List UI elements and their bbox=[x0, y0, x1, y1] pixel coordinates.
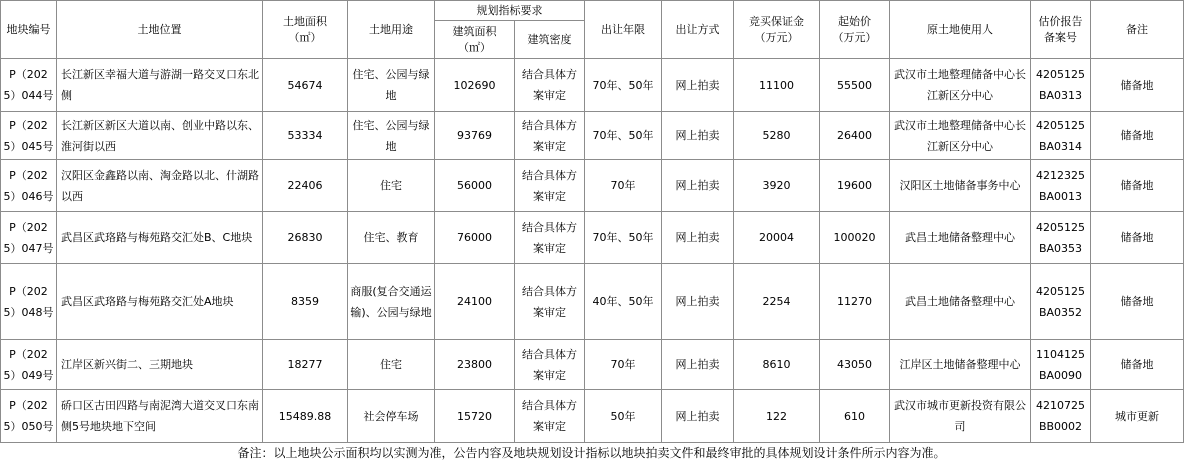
cell-method: 网上拍卖 bbox=[662, 340, 734, 390]
cell-owner: 武昌土地储备整理中心 bbox=[890, 264, 1031, 340]
cell-owner: 武汉市土地整理储备中心长江新区分中心 bbox=[890, 112, 1031, 160]
cell-use: 住宅 bbox=[348, 160, 435, 212]
cell-id: P（2025）050号 bbox=[1, 390, 57, 443]
cell-method: 网上拍卖 bbox=[662, 212, 734, 264]
cell-area: 53334 bbox=[263, 112, 348, 160]
cell-term: 70年 bbox=[585, 340, 662, 390]
cell-term: 70年、50年 bbox=[585, 112, 662, 160]
cell-report: 1104125BA0090 bbox=[1031, 340, 1091, 390]
cell-id: P（2025）049号 bbox=[1, 340, 57, 390]
cell-term: 70年、50年 bbox=[585, 59, 662, 112]
cell-area: 54674 bbox=[263, 59, 348, 112]
cell-start-price: 11270 bbox=[820, 264, 890, 340]
cell-build-area: 102690 bbox=[435, 59, 515, 112]
header-location: 土地位置 bbox=[57, 1, 263, 59]
cell-id: P（2025）045号 bbox=[1, 112, 57, 160]
cell-method: 网上拍卖 bbox=[662, 264, 734, 340]
header-report: 估价报告 备案号 bbox=[1031, 1, 1091, 59]
cell-use: 住宅、教育 bbox=[348, 212, 435, 264]
cell-density: 结合具体方案审定 bbox=[515, 340, 585, 390]
cell-density: 结合具体方案审定 bbox=[515, 160, 585, 212]
cell-report: 4205125BA0352 bbox=[1031, 264, 1091, 340]
cell-owner: 武汉市城市更新投资有限公司 bbox=[890, 390, 1031, 443]
cell-location: 硚口区古田四路与南泥湾大道交叉口东南侧5号地块地下空间 bbox=[57, 390, 263, 443]
cell-location: 长江新区幸福大道与游湖一路交叉口东北侧 bbox=[57, 59, 263, 112]
header-method: 出让方式 bbox=[662, 1, 734, 59]
cell-location: 长江新区新区大道以南、创业中路以东、淮河街以西 bbox=[57, 112, 263, 160]
cell-area: 8359 bbox=[263, 264, 348, 340]
header-remark: 备注 bbox=[1091, 1, 1184, 59]
table-row bbox=[1, 112, 1184, 160]
cell-build-area: 15720 bbox=[435, 390, 515, 443]
cell-location: 武昌区武珞路与梅苑路交汇处A地块 bbox=[57, 264, 263, 340]
header-area: 土地面积 （㎡） bbox=[263, 1, 348, 59]
cell-method: 网上拍卖 bbox=[662, 160, 734, 212]
cell-report: 4205125BA0314 bbox=[1031, 112, 1091, 160]
cell-deposit: 122 bbox=[734, 390, 820, 443]
cell-owner: 江岸区土地储备整理中心 bbox=[890, 340, 1031, 390]
cell-method: 网上拍卖 bbox=[662, 112, 734, 160]
cell-id: P（2025）047号 bbox=[1, 212, 57, 264]
cell-report: 4212325BA0013 bbox=[1031, 160, 1091, 212]
cell-location: 汉阳区金鑫路以南、淘金路以北、什湖路以西 bbox=[57, 160, 263, 212]
table-row bbox=[1, 160, 1184, 212]
cell-start-price: 19600 bbox=[820, 160, 890, 212]
cell-area: 26830 bbox=[263, 212, 348, 264]
cell-remark: 储备地 bbox=[1091, 160, 1184, 212]
cell-term: 40年、50年 bbox=[585, 264, 662, 340]
cell-id: P（2025）048号 bbox=[1, 264, 57, 340]
header-build-area: 建筑面积 （㎡） bbox=[435, 21, 515, 59]
cell-use: 商服(复合交通运输)、公园与绿地 bbox=[348, 264, 435, 340]
cell-use: 住宅、公园与绿地 bbox=[348, 59, 435, 112]
cell-remark: 城市更新 bbox=[1091, 390, 1184, 443]
cell-deposit: 3920 bbox=[734, 160, 820, 212]
table-row bbox=[1, 59, 1184, 112]
cell-owner: 汉阳区土地储备事务中心 bbox=[890, 160, 1031, 212]
header-density: 建筑密度 bbox=[515, 21, 585, 59]
header-id: 地块编号 bbox=[1, 1, 57, 59]
cell-start-price: 26400 bbox=[820, 112, 890, 160]
cell-term: 50年 bbox=[585, 390, 662, 443]
header-owner: 原土地使用人 bbox=[890, 1, 1031, 59]
cell-density: 结合具体方案审定 bbox=[515, 264, 585, 340]
cell-report: 4210725BB0002 bbox=[1031, 390, 1091, 443]
cell-remark: 储备地 bbox=[1091, 112, 1184, 160]
table-row bbox=[1, 390, 1184, 443]
cell-start-price: 43050 bbox=[820, 340, 890, 390]
cell-id: P（2025）044号 bbox=[1, 59, 57, 112]
header-planning: 规划指标要求 bbox=[435, 1, 585, 21]
cell-density: 结合具体方案审定 bbox=[515, 112, 585, 160]
cell-density: 结合具体方案审定 bbox=[515, 212, 585, 264]
cell-owner: 武昌土地储备整理中心 bbox=[890, 212, 1031, 264]
cell-density: 结合具体方案审定 bbox=[515, 390, 585, 443]
cell-build-area: 23800 bbox=[435, 340, 515, 390]
header-use: 土地用途 bbox=[348, 1, 435, 59]
cell-build-area: 24100 bbox=[435, 264, 515, 340]
cell-deposit: 11100 bbox=[734, 59, 820, 112]
cell-term: 70年、50年 bbox=[585, 212, 662, 264]
cell-deposit: 2254 bbox=[734, 264, 820, 340]
cell-id: P（2025）046号 bbox=[1, 160, 57, 212]
cell-remark: 储备地 bbox=[1091, 212, 1184, 264]
cell-method: 网上拍卖 bbox=[662, 59, 734, 112]
cell-density: 结合具体方案审定 bbox=[515, 59, 585, 112]
cell-build-area: 76000 bbox=[435, 212, 515, 264]
cell-deposit: 20004 bbox=[734, 212, 820, 264]
cell-deposit: 8610 bbox=[734, 340, 820, 390]
cell-remark: 储备地 bbox=[1091, 59, 1184, 112]
table-row bbox=[1, 264, 1184, 340]
cell-area: 22406 bbox=[263, 160, 348, 212]
cell-deposit: 5280 bbox=[734, 112, 820, 160]
cell-report: 4205125BA0313 bbox=[1031, 59, 1091, 112]
cell-method: 网上拍卖 bbox=[662, 390, 734, 443]
header-deposit: 竞买保证金 （万元） bbox=[734, 1, 820, 59]
cell-location: 江岸区新兴街二、三期地块 bbox=[57, 340, 263, 390]
cell-owner: 武汉市土地整理储备中心长江新区分中心 bbox=[890, 59, 1031, 112]
cell-start-price: 55500 bbox=[820, 59, 890, 112]
cell-build-area: 93769 bbox=[435, 112, 515, 160]
cell-start-price: 100020 bbox=[820, 212, 890, 264]
cell-report: 4205125BA0353 bbox=[1031, 212, 1091, 264]
cell-remark: 储备地 bbox=[1091, 264, 1184, 340]
cell-term: 70年 bbox=[585, 160, 662, 212]
cell-area: 18277 bbox=[263, 340, 348, 390]
cell-location: 武昌区武珞路与梅苑路交汇处B、C地块 bbox=[57, 212, 263, 264]
cell-start-price: 610 bbox=[820, 390, 890, 443]
table-row bbox=[1, 212, 1184, 264]
cell-use: 住宅、公园与绿地 bbox=[348, 112, 435, 160]
footnote: 备注：以上地块公示面积均以实测为准，公告内容及地块规划设计指标以地块拍卖文件和最终审批的具体规划设计条件所示内容为准。 bbox=[237, 446, 946, 460]
cell-area: 15489.88 bbox=[263, 390, 348, 443]
cell-build-area: 56000 bbox=[435, 160, 515, 212]
cell-remark: 储备地 bbox=[1091, 340, 1184, 390]
header-term: 出让年限 bbox=[585, 1, 662, 59]
cell-use: 住宅 bbox=[348, 340, 435, 390]
table-row bbox=[1, 340, 1184, 390]
cell-use: 社会停车场 bbox=[348, 390, 435, 443]
header-start-price: 起始价 （万元） bbox=[820, 1, 890, 59]
